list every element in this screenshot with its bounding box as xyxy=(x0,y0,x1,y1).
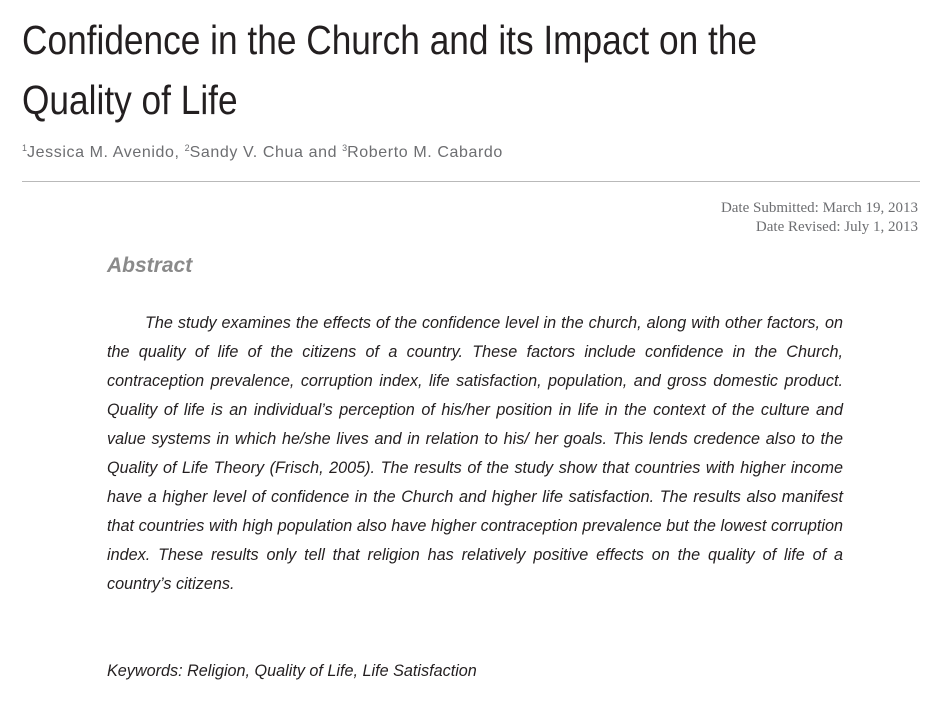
date-revised: Date Revised: July 1, 2013 xyxy=(755,219,918,235)
author-1-name: Jessica M. Avenido, xyxy=(27,144,185,161)
abstract-heading: Abstract xyxy=(107,254,193,277)
author-2-affiliation: 2 xyxy=(184,143,190,153)
header-divider xyxy=(22,181,920,182)
author-line xyxy=(22,143,503,162)
paper-title: Confidence in the Church and its Impact on the Quality of Life xyxy=(22,17,758,123)
abstract-body: The study examines the effects of the confidence level in the church, along with other factors, on the quality of life of the citizens of a country. These factors include confidence in the Church, contraception prevalence, corruption index, life satisfaction, population, and gross domestic product. Quality of life is an individual’s perception of his/her position in life in the context of the culture and value systems in which he/she lives and in relation to his/ her goals. This lends credence also to the Quality of Life Theory (Frisch, 2005). The results of the study show that countries with higher income have a higher level of confidence in the Church and higher life satisfaction. The results also manifest that countries with high population also have higher contraception prevalence but the lowest corruption index. These results only tell that religion has relatively positive effects on the quality of life of a country’s citizens. xyxy=(107,314,843,593)
author-1-affiliation: 1 xyxy=(22,143,28,153)
keywords-line: Keywords: Religion, Quality of Life, Life Satisfaction xyxy=(107,662,477,680)
author-3-affiliation: 3 xyxy=(342,143,348,153)
author-3-name: Roberto M. Cabardo xyxy=(347,144,503,161)
date-submitted: Date Submitted: March 19, 2013 xyxy=(720,200,918,216)
author-2-name: Sandy V. Chua and xyxy=(189,144,343,161)
date-block xyxy=(721,199,918,237)
